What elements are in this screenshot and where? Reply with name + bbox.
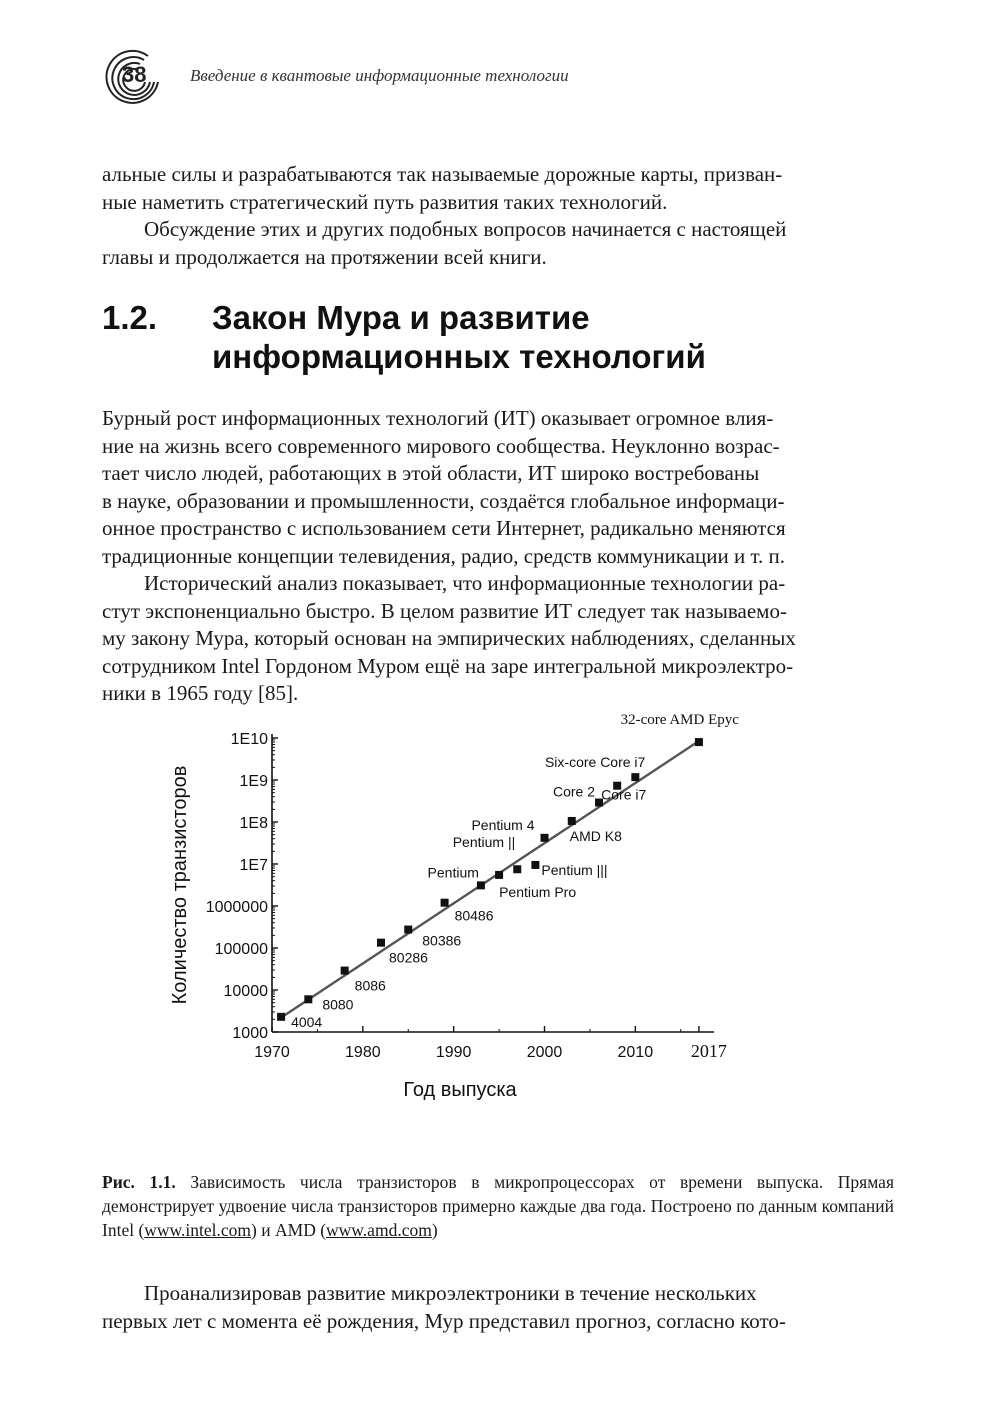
text-line: первых лет с момента её рождения, Мур представил прогноз, согласно кото- [102,1308,786,1333]
point-label: Six-core Core i7 [544,754,646,771]
text-line: альные силы и разрабатываются так называемые дорожные карты, призван- [102,162,783,186]
section-title-line: Закон Мура и развитие [212,299,590,336]
text-line: Бурный рост информационных технологий (ИТ) оказывает огромное влия- [102,406,774,430]
section-number: 1.2. [102,299,158,336]
figure-caption [102,1170,894,1242]
text-line: Исторический анализ показывает, что информационные технологии ра- [144,571,786,595]
point-label: Pentium ||| [541,861,608,878]
text-line: ние на жизнь всего современного мирового сообщества. Неуклонно возрас- [102,433,780,458]
y-tick-label: 1000 [232,1025,268,1042]
data-point [304,995,312,1003]
section-title-line: информационных технологий [212,338,706,375]
x-tick-label: 1970 [254,1044,290,1061]
text-line: ники в 1965 году [85]. [102,681,299,705]
y-tick-label: 1E8 [239,815,268,832]
data-point [404,926,412,934]
caption-text: ) и AMD ( [251,1220,327,1240]
running-title: Введение в квантовые информационные технологии [190,66,569,85]
chart-svg [160,700,760,1120]
data-point [695,738,703,746]
moore-law-chart [160,700,760,1120]
y-tick-label: 10000 [223,983,268,1000]
data-point [541,834,549,842]
text-line: сотрудником Intel Гордоном Муром ещё на заре интегральной микроэлектро- [102,653,794,678]
x-tick-label: 1980 [345,1044,381,1061]
point-label: 4004 [291,1013,323,1030]
data-point [631,773,639,781]
data-point [495,871,503,879]
point-label: 80386 [422,932,462,949]
x-tick-label: 2000 [526,1044,563,1061]
x-tick-label: 2017 [690,1041,727,1061]
point-label: 8086 [354,977,386,994]
data-point [513,865,521,873]
text-line: Обсуждение этих и других подобных вопросов начинается с настоящей [144,217,787,241]
point-label: 8080 [322,996,354,1013]
data-point [477,881,485,889]
text-line: Проанализировав развитие микроэлектроники в течение нескольких [144,1281,757,1305]
data-point [531,861,539,869]
x-tick-label: 1990 [435,1044,472,1061]
point-label: Pentium Pro [499,883,577,900]
trend-line [281,741,699,1018]
y-tick-label: 1E7 [239,857,268,874]
body-text [102,405,894,708]
caption-label: Рис. 1.1. [102,1172,176,1192]
point-label: AMD K8 [569,827,622,844]
y-tick-label: 1000000 [205,899,268,916]
data-point [341,967,349,975]
caption-text: ) [431,1220,438,1240]
y-tick-label: 1E9 [239,773,268,790]
y-axis-label: Количество транзисторов [169,765,191,1005]
x-axis-label: Год выпуска [403,1079,517,1101]
point-label: Pentium [427,864,479,881]
text-line: в науке, образовании и промышленности, создаётся глобальное информаци- [102,488,785,513]
text-line: му закону Мура, который основан на эмпирических наблюдениях, сделанных [102,626,796,650]
point-label: Core 2 [552,783,595,800]
point-label: 32-core AMD Epyc [620,712,739,729]
text-line: ные наметить стратегический путь развития таких технологий. [102,189,668,214]
bottom-text [102,1280,894,1335]
data-point [568,817,576,825]
amd-link[interactable]: www.amd.com [326,1220,432,1240]
data-point [441,899,449,907]
point-label: Pentium || [452,834,516,851]
text-line: традиционные концепции телевидения, радио, средств коммуникации и т. п. [102,543,786,568]
text-line: главы и продолжается на протяжении всей книги. [102,244,547,269]
text-line: стут экспоненциально быстро. В целом развитие ИТ следует так называемо- [102,598,787,623]
data-point [377,939,385,947]
point-label: Core i7 [601,786,647,803]
x-tick-label: 2010 [617,1044,654,1061]
y-tick-label: 100000 [214,941,268,958]
text-line: тает число людей, работающих в этой области, ИТ широко востребованы [102,461,760,485]
y-tick-label: 1E10 [230,731,268,748]
point-label: Pentium 4 [471,816,535,833]
page-number: 38 [122,62,147,87]
intel-link[interactable]: www.intel.com [144,1220,252,1240]
text-line: онное пространство с использованием сети Интернет, радикально меняются [102,516,786,540]
caption-text: Зависимость числа транзисторов в микропроцессорах от времени выпуска. Прямая демонстрирует удвоение числа транзисторов примерно каждые два года. Построено по данным компаний Intel ( [102,1172,895,1240]
data-point [277,1013,285,1021]
point-label: 80286 [389,949,428,966]
section-title [212,298,912,376]
top-text [102,161,894,271]
point-label: 80486 [454,907,494,924]
